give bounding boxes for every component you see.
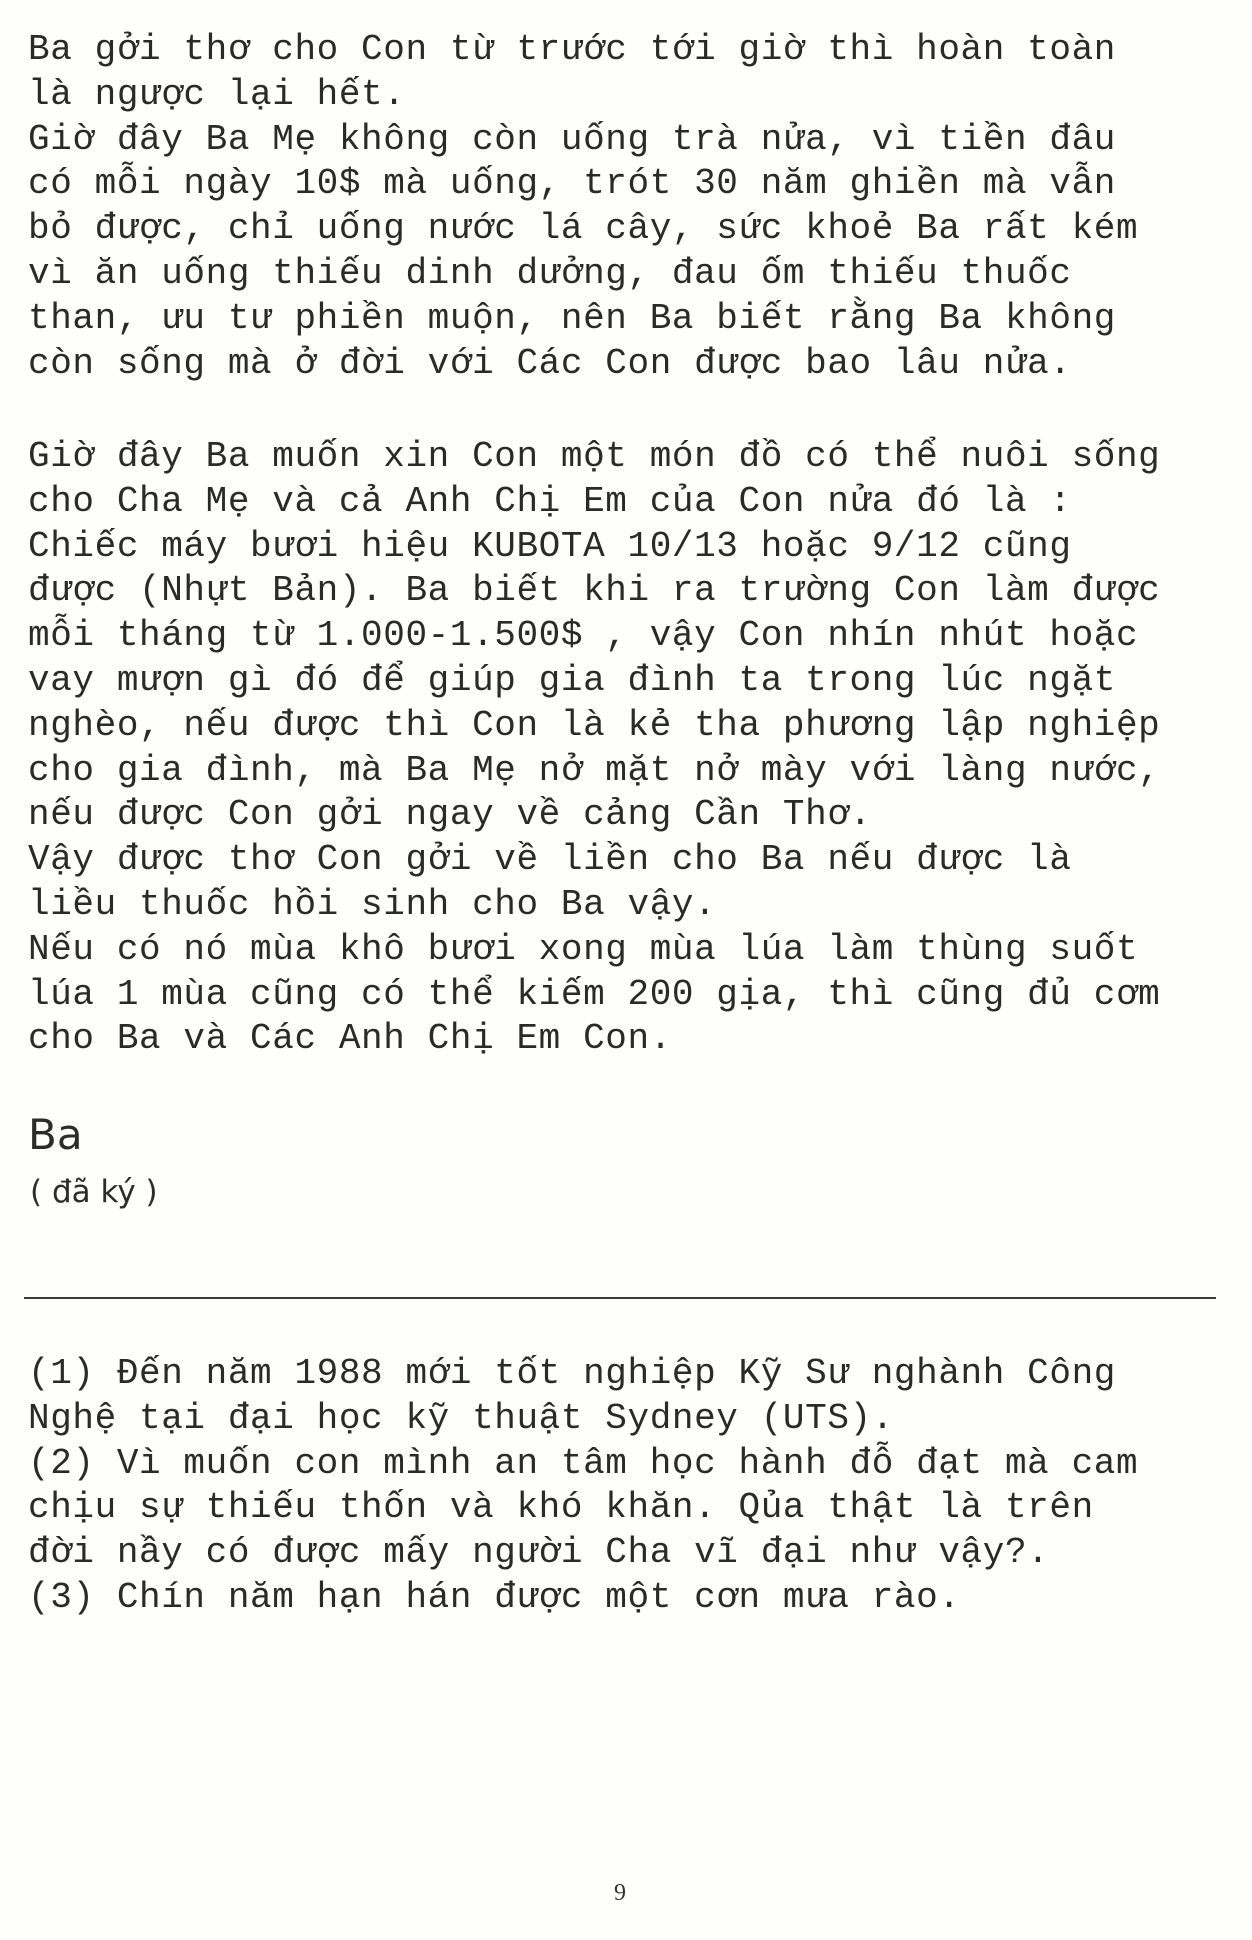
- text-line: vì ăn uống thiếu dinh dưởng, đau ốm thiếu thuốc: [28, 252, 1072, 294]
- text-line: liều thuốc hồi sinh cho Ba vậy.: [28, 883, 717, 925]
- footnote-line: (1) Đến năm 1988 mới tốt nghiệp Kỹ Sư nghành Công: [28, 1353, 1116, 1394]
- text-line: vay mượn gì đó để giúp gia đình ta trong lúc ngặt: [28, 659, 1116, 701]
- text-line: nghèo, nếu được thì Con là kẻ tha phương lập nghiệp: [28, 704, 1161, 746]
- text-line: Chiếc máy bươi hiệu KUBOTA 10/13 hoặc 9/12 cũng: [28, 525, 1072, 567]
- letter-paragraph-1: [28, 28, 1228, 386]
- letter-paragraph-2: [28, 435, 1228, 1062]
- text-line: Ba gởi thơ cho Con từ trước tới giờ thì hoàn toàn: [28, 29, 1116, 70]
- text-line: Vậy được thơ Con gởi về liền cho Ba nếu được là: [28, 839, 1072, 881]
- text-line: được (Nhựt Bản). Ba biết khi ra trường Con làm được: [28, 570, 1161, 612]
- text-line: Giờ đây Ba muốn xin Con một món đồ có thể nuôi sống: [28, 436, 1161, 477]
- text-line: Nếu có nó mùa khô bươi xong mùa lúa làm thùng suốt: [28, 928, 1139, 970]
- signature-note: ( đã ký ): [30, 1174, 158, 1210]
- footnote-line: đời nầy có được mấy người Cha vĩ đại như vậy?.: [28, 1532, 1050, 1574]
- text-line: lúa 1 mùa cũng có thể kiếm 200 gịa, thì cũng đủ cơm: [28, 973, 1161, 1015]
- text-line: cho Ba và Các Anh Chị Em Con.: [28, 1018, 672, 1060]
- text-line: bỏ được, chỉ uống nước lá cây, sức khoẻ Ba rất kém: [28, 208, 1139, 250]
- signature-name: Ba: [28, 1110, 83, 1159]
- footnote-line: Nghệ tại đại học kỹ thuật Sydney (UTS).: [28, 1397, 894, 1439]
- footnote-line: chịu sự thiếu thốn và khó khăn. Qủa thật là trên: [28, 1487, 1094, 1529]
- text-line: còn sống mà ở đời với Các Con được bao lâu nửa.: [28, 342, 1072, 384]
- page-number: 9: [614, 1880, 626, 1906]
- footnote-line: (3) Chín năm hạn hán được một cơn mưa rào.: [28, 1576, 961, 1618]
- text-line: than, ưu tư phiền muộn, nên Ba biết rằng Ba không: [28, 297, 1116, 339]
- footnote-divider: [24, 1297, 1216, 1299]
- text-line: cho gia đình, mà Ba Mẹ nở mặt nở mày với làng nước,: [28, 749, 1161, 791]
- text-line: mỗi tháng từ 1.000-1.500$ , vậy Con nhín nhút hoặc: [28, 615, 1139, 657]
- text-line: cho Cha Mẹ và cả Anh Chị Em của Con nửa đó là :: [28, 480, 1072, 522]
- footnotes: [28, 1352, 1228, 1621]
- text-line: có mỗi ngày 10$ mà uống, trót 30 năm ghiền mà vẫn: [28, 163, 1116, 205]
- text-line: Giờ đây Ba Mẹ không còn uống trà nửa, vì tiền đâu: [28, 118, 1116, 160]
- footnote-line: (2) Vì muốn con mình an tâm học hành đỗ đạt mà cam: [28, 1442, 1139, 1484]
- text-line: là ngược lại hết.: [28, 73, 406, 115]
- text-line: nếu được Con gởi ngay về cảng Cần Thơ.: [28, 794, 872, 836]
